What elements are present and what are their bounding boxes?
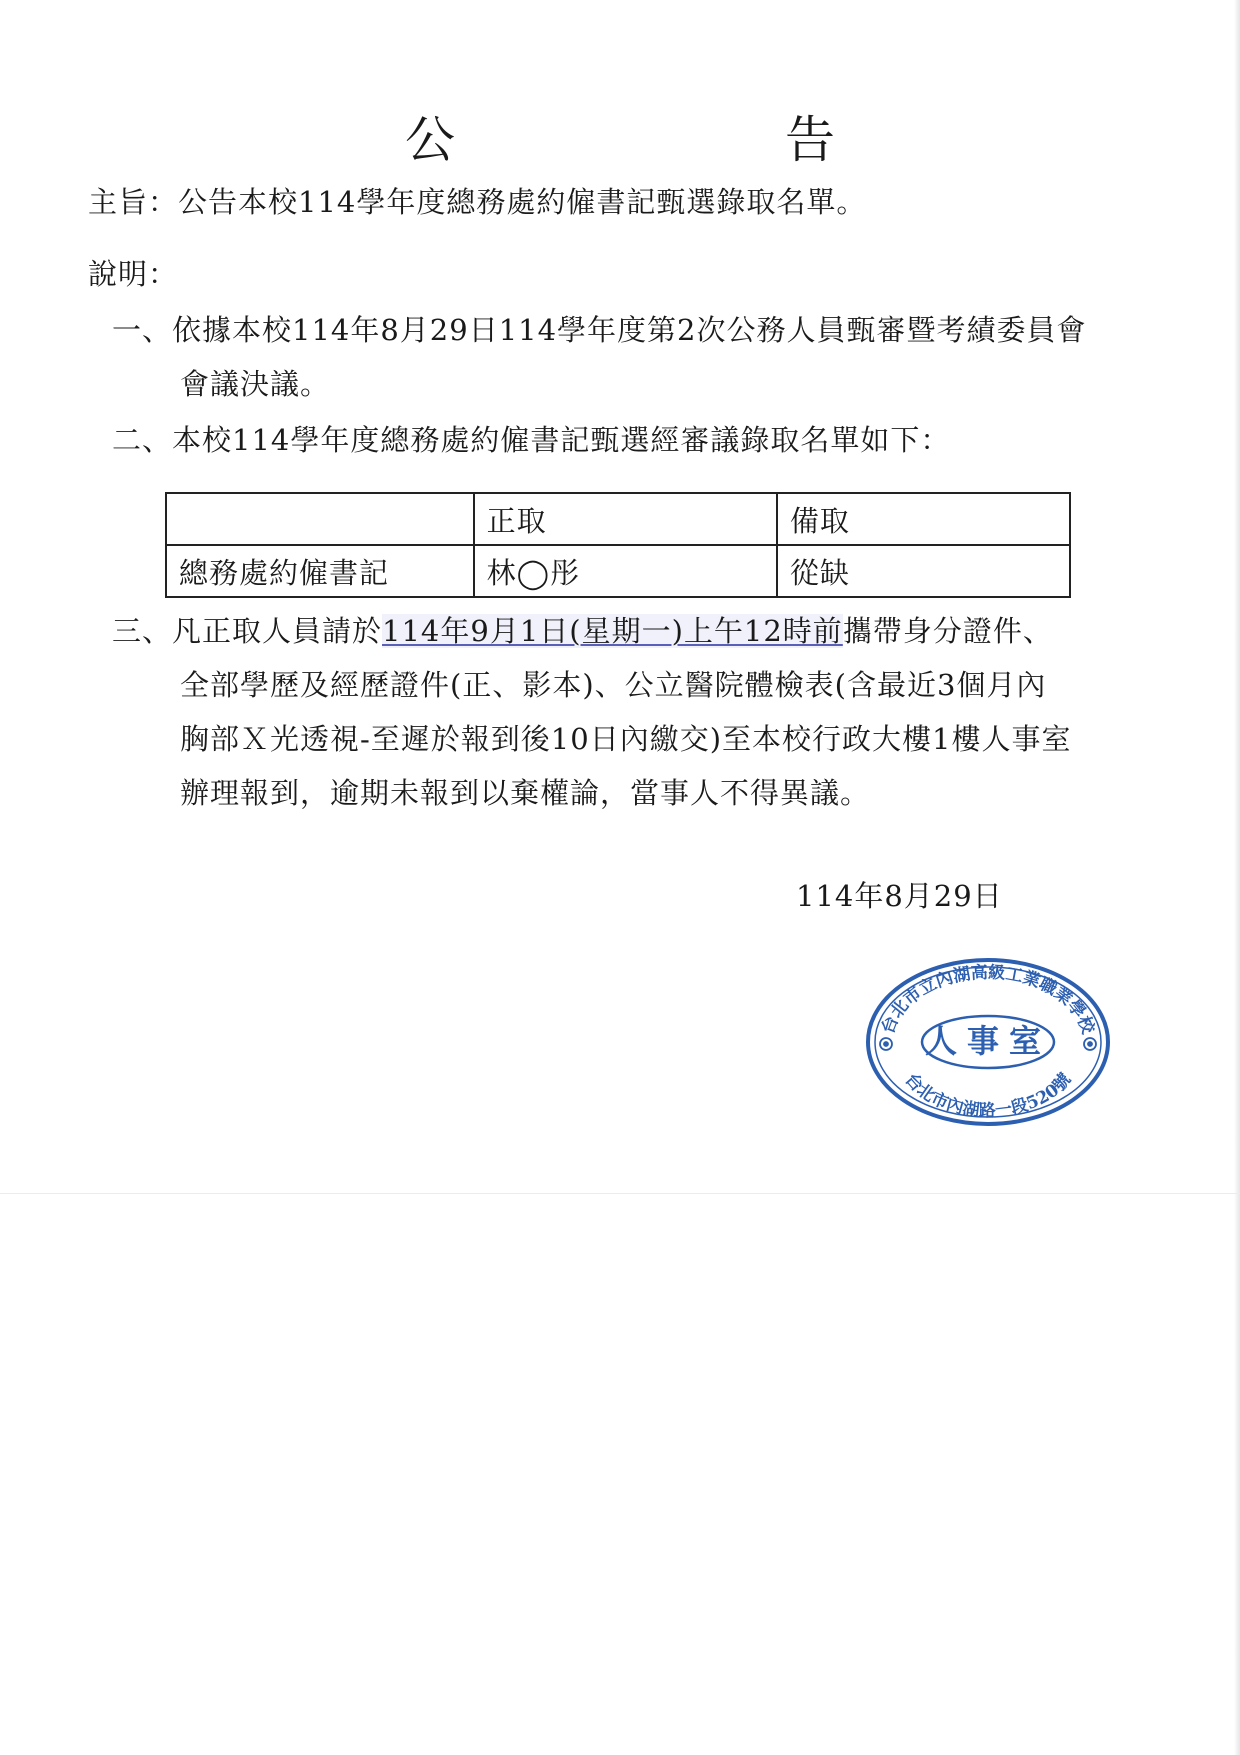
page-title: 公 告	[405, 111, 975, 169]
table-row	[166, 545, 1070, 597]
item-1-line-2: 會議決議。	[180, 367, 331, 401]
seal-bottom-text: 台北市內湖路一段520號	[900, 1069, 1076, 1122]
document-date: 114年8月29日	[796, 879, 1003, 913]
item-2-line: 二、本校114學年度總務處約僱書記甄選經審議錄取名單如下：	[112, 423, 951, 457]
deadline-highlight: 114年9月1日(星期一)上午12時前	[382, 614, 843, 648]
subject-line: 主旨：公告本校114學年度總務處約僱書記甄選錄取名單。	[88, 185, 867, 219]
item-3-suffix: 攜帶身分證件、	[842, 614, 1053, 648]
table-header-cell: 備取	[777, 493, 1070, 545]
item-1-line-1: 一、依據本校114年8月29日114學年度第2次公務人員甄審暨考績委員會	[112, 313, 1087, 347]
table-cell-position: 總務處約僱書記	[166, 545, 474, 597]
item-3-line-2: 全部學歷及經歷證件(正、影本)、公立醫院體檢表(含最近3個月內	[180, 668, 1047, 702]
seal-center-text: 人事室	[924, 1022, 1052, 1060]
page-fold-line	[0, 1193, 1240, 1194]
table-cell-alternate: 從缺	[777, 545, 1070, 597]
item-3-prefix: 三、凡正取人員請於	[112, 614, 383, 648]
item-3-line-4: 辦理報到，逾期未報到以棄權論，當事人不得異議。	[180, 776, 871, 810]
item-3-line-3: 胸部Ｘ光透視-至遲於報到後10日內繳交)至本校行政大樓1樓人事室	[180, 722, 1072, 756]
personnel-office-seal	[862, 952, 1114, 1130]
table-header-cell	[166, 493, 474, 545]
explain-label: 說明：	[88, 257, 179, 291]
item-3-line-1	[112, 611, 1053, 651]
seal-top-text: 台北市立內湖高級工業職業學校	[878, 962, 1098, 1037]
seal-flower-icon	[880, 1038, 892, 1050]
seal-flower-icon	[1084, 1038, 1096, 1050]
table-header-cell: 正取	[474, 493, 777, 545]
scan-edge-shadow	[1234, 0, 1240, 1755]
table-header-row	[166, 493, 1070, 545]
table-cell-admitted: 林◯彤	[474, 545, 777, 597]
admission-table	[165, 492, 1071, 598]
